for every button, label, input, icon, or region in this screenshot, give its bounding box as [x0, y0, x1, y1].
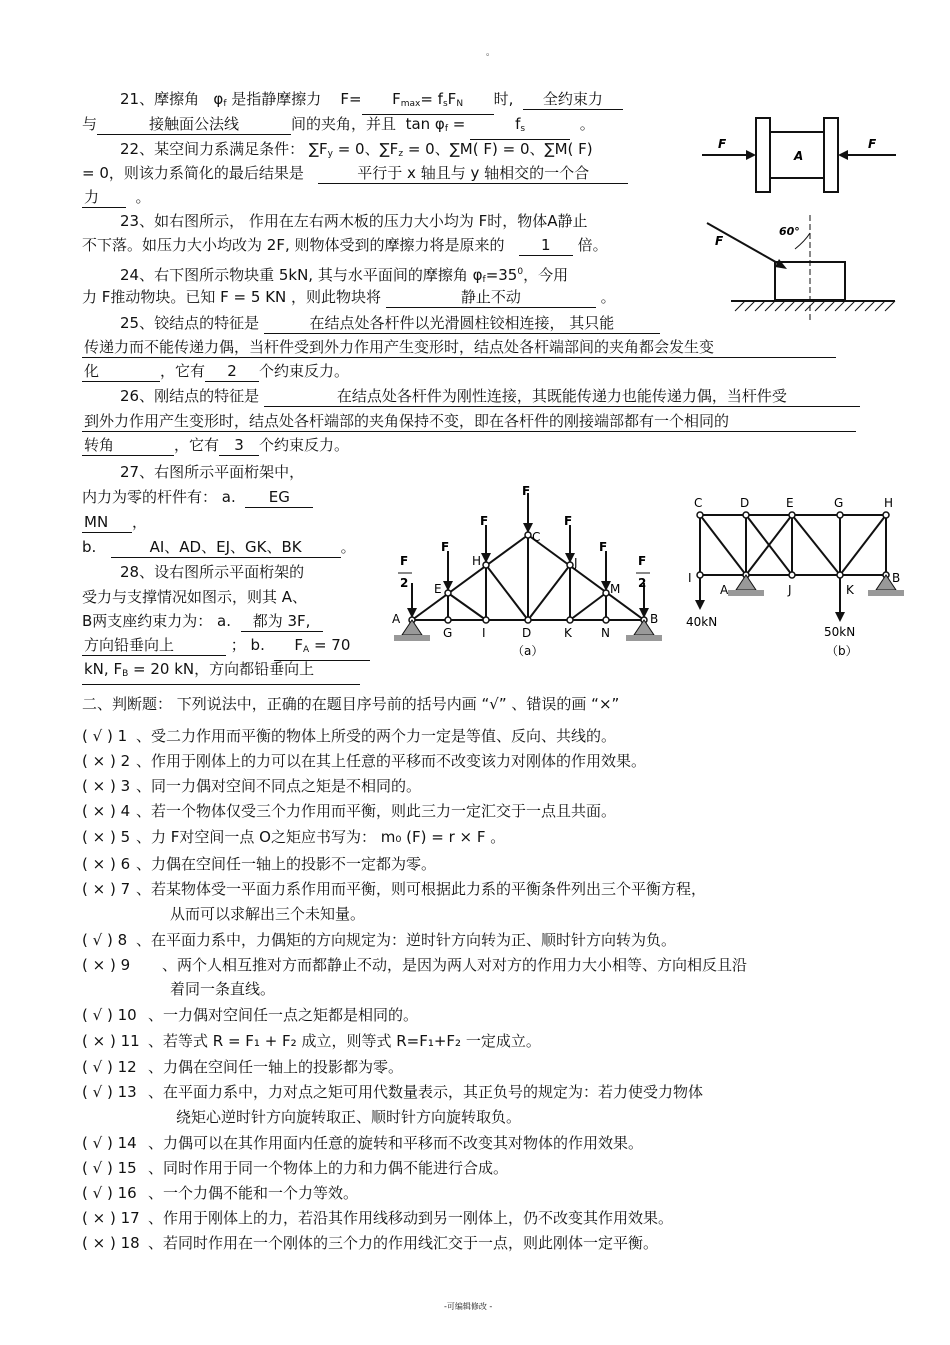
push-arrowhead [775, 259, 787, 269]
question-26-line3: 转角 ，它有 3 个约束反力。 [84, 436, 350, 454]
judgement-item: ( × ) 2 、作用于刚体上的力可以在其上任意的平移而不改变该力对刚体的作用效果。 [82, 752, 647, 770]
header-mark: 。 [486, 48, 496, 58]
svg-text:F: F [441, 540, 450, 554]
judgement-item: ( √ ) 1 、受二力作用而平衡的物体上所受的两个力一定是等值、反向、共线的。 [82, 727, 617, 745]
svg-text:E: E [434, 582, 442, 596]
right-plate [824, 118, 838, 192]
judgement-item: ( × ) 7 、若某物体受一平面力系作用而平衡，则可根据此力系的平衡条件列出三个平衡方程， [82, 880, 707, 898]
support-b-base [626, 635, 662, 641]
svg-text:F: F [400, 554, 409, 568]
support-b-a-base [728, 590, 764, 596]
truss-a-node-labels [392, 530, 658, 640]
page-footer: -可编辑修改 - [444, 1302, 493, 1311]
judgement-item-continuation: 着同一条直线。 [170, 980, 276, 998]
right-arrowhead [838, 150, 848, 160]
figure-truss-b [680, 490, 910, 665]
judgement-item: ( × ) 5 、力 F对空间一点 O之矩应书写为： m₀ (F) = r × F 。 [82, 828, 506, 846]
judgement-item: ( √ ) 14 、力偶可以在其作用面内任意的旋转和平移而不改变其对物体的作用效果。 [82, 1134, 644, 1152]
figure-inclined-push [705, 215, 905, 325]
support-a [402, 620, 422, 635]
svg-text:D: D [522, 626, 532, 640]
svg-text:F: F [638, 554, 647, 568]
judgement-item: ( √ ) 16 、一个力偶不能和一个力等效。 [82, 1184, 359, 1202]
svg-text:2: 2 [638, 576, 647, 590]
svg-text:J: J [788, 583, 792, 597]
svg-text:G: G [834, 496, 844, 510]
judgement-item: ( × ) 4 、若一个物体仅受三个力作用而平衡，则此三力一定汇交于一点且共面。 [82, 802, 617, 820]
svg-text:H: H [884, 496, 894, 510]
section-2-title: 二、判断题： 下列说法中，正确的在题目序号前的括号内画 “√” 、错误的画 “×” [82, 695, 620, 713]
support-b-a [736, 575, 756, 590]
svg-text:I: I [688, 571, 692, 585]
judgement-item: ( √ ) 12 、力偶在空间任一轴上的投影都为零。 [82, 1058, 404, 1076]
truss-b-members [700, 515, 886, 575]
question-28-line4: 方向铅垂向上 ； b. $F_A = 70$ [82, 634, 370, 661]
support-b-b-base [868, 590, 904, 596]
figure-truss-a [388, 485, 678, 665]
svg-text:N: N [601, 626, 610, 640]
question-26-line2: 到外力作用产生变形时，结点处各杆端部的夹角保持不变，即在各杆件的刚接端部都有一个相同的 [82, 410, 856, 432]
question-23-line1: 23、如右图所示， 作用在左右两木板的压力大小均为 F时，物体A静止 [120, 212, 588, 230]
judgement-item: ( × ) 17 、作用于刚体上的力，若沿其作用线移动到另一刚体上，仍不改变其作用效果。 [82, 1209, 674, 1227]
judgement-item: ( × ) 9 、两个人相互推对方而都静止不动，是因为两人对对方的作用力大小相等、方向相反且沿 [82, 956, 748, 974]
right-force-label: F [868, 137, 877, 151]
left-force-label: F [718, 137, 727, 151]
svg-text:K: K [846, 583, 854, 597]
question-28-line5: kN, $F_B = 20$ kN，方向都铅垂向上 [82, 658, 360, 685]
question-27-line1: 27、右图所示平面桁架中， [120, 463, 305, 481]
svg-text:C: C [532, 530, 541, 544]
svg-text:（b）: （b） [826, 644, 858, 658]
judgement-item: ( √ ) 8 、在平面力系中，力偶矩的方向规定为：逆时针方向转为正、顺时针方向转为负。 [82, 931, 677, 949]
judgement-item: ( √ ) 15 、同时作用于同一个物体上的力和力偶不能进行合成。 [82, 1159, 509, 1177]
svg-text:F: F [522, 485, 531, 498]
svg-text:D: D [740, 496, 750, 510]
question-25-line2: 传递力而不能传递力偶，当杆件受到外力作用产生变形时，结点处各杆端部间的夹角都会发生变 [82, 336, 836, 358]
judgement-item: ( √ ) 10 、一力偶对空间任一点之矩都是相同的。 [82, 1006, 419, 1024]
svg-text:40kN: 40kN [686, 615, 718, 629]
svg-text:G: G [443, 626, 453, 640]
load-50kn-arrowhead [835, 612, 845, 622]
svg-text:J: J [574, 556, 578, 570]
load-40kn-arrowhead [695, 600, 705, 610]
question-21-line2: 与 接触面公法线 间的夹角，并且 $\tan \varphi_f = f_s$ 。 [82, 113, 595, 140]
question-28-line1: 28、设右图所示平面桁架的 [120, 563, 305, 581]
support-a-base [394, 635, 430, 641]
svg-text:M: M [610, 582, 621, 596]
svg-text:H: H [472, 554, 482, 568]
left-plate [756, 118, 770, 192]
svg-text:C: C [694, 496, 703, 510]
judgement-item: ( √ ) 13 、在平面力系中，力对点之矩可用代数量表示，其正负号的规定为：若力使受力物体 [82, 1083, 704, 1101]
judgement-item: ( × ) 11 、若等式 R = F₁ + F₂ 成立，则等式 R=F₁+F₂ 一定成立。 [82, 1032, 541, 1050]
svg-text:A: A [720, 583, 729, 597]
svg-text:I: I [482, 626, 486, 640]
block-label: A [794, 149, 804, 163]
question-26-line1: 26、刚结点的特征是 在结点处各杆件为刚性连接，其既能传递力也能传递力偶，当杆件受 [120, 385, 860, 407]
question-28-line2: 受力与支撑情况如图示，则其 A、 [82, 588, 308, 606]
svg-text:E: E [786, 496, 794, 510]
svg-text:A: A [392, 612, 401, 626]
svg-text:B: B [892, 571, 901, 585]
question-27-line2: 内力为零的杆件有： a. EG [82, 486, 313, 508]
truss-a-caption: （a） [512, 644, 544, 658]
question-24-line2: 力 F推动物块。已知 F = 5 KN ，则此物块将 静止不动 。 [82, 288, 616, 306]
question-27-line4: b. AI、AD、EJ、GK、BK 。 [82, 538, 356, 556]
judgement-item: ( × ) 18 、若同时作用在一个刚体的三个力的作用线汇交于一点，则此刚体一定平衡。 [82, 1234, 659, 1252]
svg-text:F: F [564, 514, 573, 528]
svg-text:K: K [564, 626, 572, 640]
ground-hatch [735, 301, 895, 311]
svg-text:B: B [650, 612, 659, 626]
svg-text:2: 2 [400, 576, 409, 590]
angle-label: 60° [779, 225, 800, 238]
question-22-line2: = 0，则该力系简化的最后结果是 平行于 x 轴且与 y 轴相交的一个合 [82, 162, 628, 184]
question-25-line1: 25、铰结点的特征是 在结点处各杆件以光滑圆柱铰相连接， 其只能 [120, 312, 660, 334]
question-25-line3: 化 ，它有 2 个约束反力。 [84, 362, 350, 380]
question-24-line1: 24、右下图所示物块重 5kN, 其与水平面间的摩擦角 $\varphi_f=35^0$，今用 [120, 266, 569, 285]
push-force-label: F [715, 234, 724, 248]
judgement-item: ( × ) 3 、同一力偶对空间不同点之矩是不相同的。 [82, 777, 422, 795]
judgement-item-continuation: 从而可以求解出三个未知量。 [170, 905, 366, 923]
question-21-line1: 21、摩擦角 $\varphi_f$ 是指静摩擦力 $F= F_{max}= f_sF_N$ 时, 全约束力 [120, 88, 623, 115]
left-arrowhead [746, 150, 756, 160]
svg-text:50kN: 50kN [824, 625, 856, 639]
svg-text:F: F [480, 514, 489, 528]
judgement-item-continuation: 绕矩心逆时针方向旋转取正、顺时针方向旋转取负。 [176, 1108, 522, 1126]
question-27-line3: MN ， [84, 513, 148, 531]
judgement-item: ( × ) 6 、力偶在空间任一轴上的投影不一定都为零。 [82, 855, 437, 873]
question-28-line3: B两支座约束力为： a. 都为 3F, [82, 610, 323, 632]
question-23-line2: 不下落。如压力大小均改为 2F, 则物体受到的摩擦力将是原来的 1 倍。 [82, 236, 608, 254]
figure-block-between-plates [700, 110, 900, 200]
question-22-line3: 力 。 [84, 188, 151, 206]
svg-text:F: F [599, 540, 608, 554]
question-22-line1: 22、某空间力系满足条件： $\sum F_y = 0$、$\sum F_z = 0$、∑M( F) = 0、∑M( F) [120, 140, 593, 159]
